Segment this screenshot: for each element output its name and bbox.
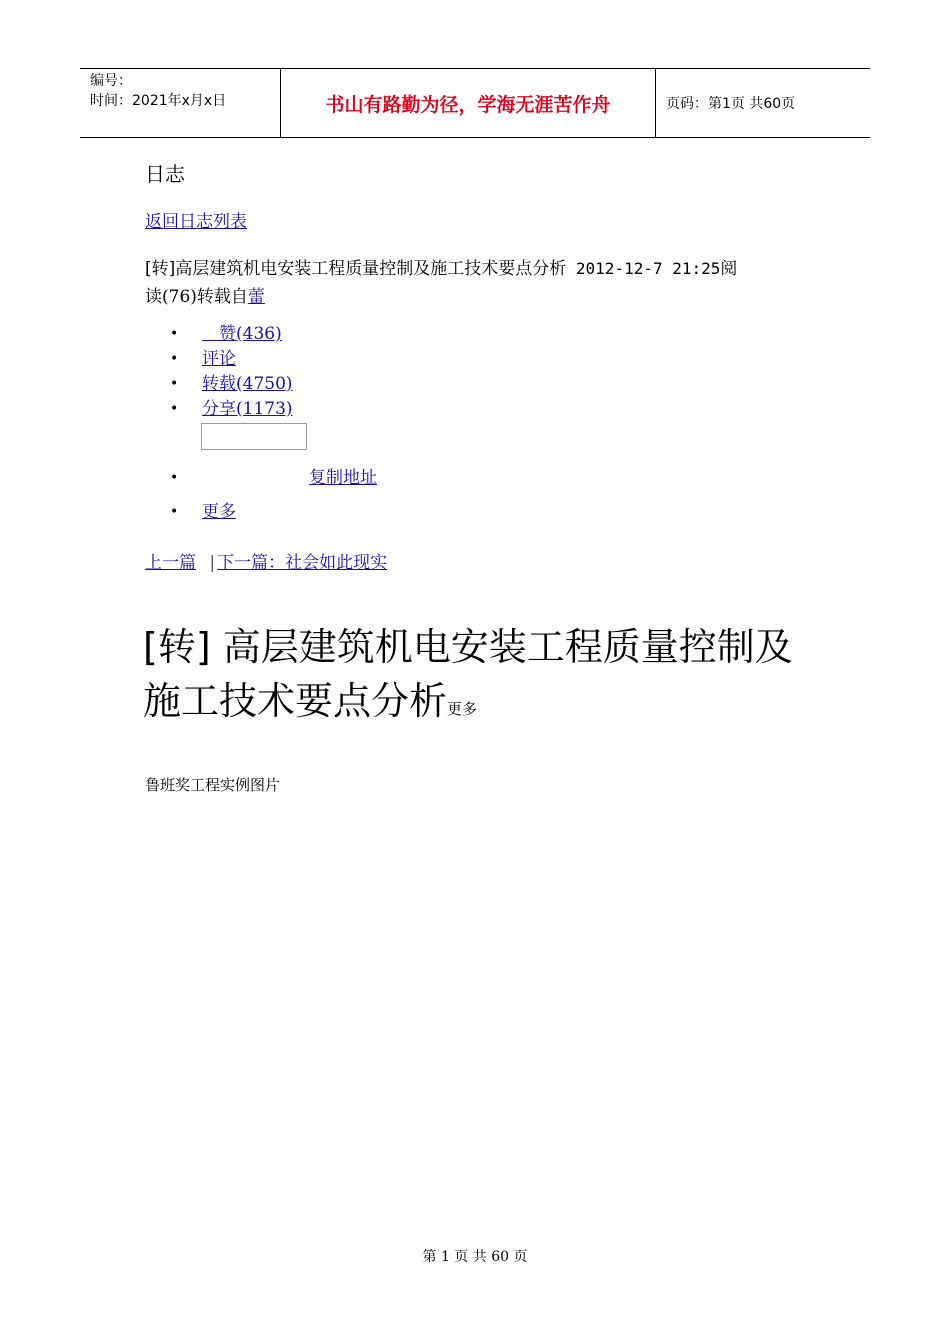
list-item bbox=[170, 500, 470, 525]
like-link[interactable]: 赞(436) bbox=[202, 324, 282, 344]
header-meta bbox=[80, 69, 280, 137]
bullet-icon: • bbox=[170, 504, 179, 520]
post-datetime: 2012-12-7 21:25 bbox=[566, 259, 721, 278]
list-item bbox=[170, 466, 470, 491]
list-item bbox=[170, 322, 293, 347]
number-label: 编号： bbox=[90, 73, 132, 89]
read-prefix: 阅 bbox=[720, 259, 738, 279]
copy-url-link[interactable]: 复制地址 bbox=[309, 468, 377, 488]
post-navigation bbox=[145, 548, 387, 573]
source-link[interactable]: 蕾 bbox=[247, 287, 265, 307]
post-meta bbox=[145, 255, 815, 311]
bullet-icon: • bbox=[170, 376, 179, 392]
article-title-line2: 施工技术要点分析 bbox=[143, 679, 448, 723]
time-label: 时间：2021年x月x日 bbox=[90, 93, 227, 109]
page-footer: 第 1 页 共 60 页 bbox=[422, 1249, 528, 1265]
back-to-list-link[interactable]: 返回日志列表 bbox=[145, 212, 247, 232]
read-count: 读(76)转载自 bbox=[145, 287, 248, 307]
list-item bbox=[170, 397, 293, 422]
repost-link[interactable]: 转载(4750) bbox=[202, 374, 293, 394]
image-caption: 鲁班奖工程实例图片 bbox=[145, 776, 281, 794]
header-motto: 书山有路勤为径，学海无涯苦作舟 bbox=[280, 69, 656, 137]
bullet-icon: • bbox=[170, 401, 179, 417]
comment-link[interactable]: 评论 bbox=[202, 349, 236, 369]
share-link[interactable]: 分享(1173) bbox=[202, 399, 293, 419]
next-post-link[interactable]: 下一篇：社会如此现实 bbox=[217, 553, 388, 573]
prev-post-link[interactable]: 上一篇 bbox=[145, 553, 196, 573]
nav-separator: | bbox=[209, 553, 216, 573]
article-more-link[interactable]: 更多 bbox=[447, 700, 478, 718]
list-item bbox=[170, 372, 293, 397]
list-item bbox=[170, 347, 293, 372]
header-page-info: 页码：第1页 共60页 bbox=[666, 96, 796, 112]
page-header bbox=[80, 68, 870, 138]
article-title-line1: [转] 高层建筑机电安装工程质量控制及 bbox=[143, 625, 793, 669]
share-url-input[interactable] bbox=[201, 423, 307, 450]
section-title: 日志 bbox=[145, 162, 185, 186]
more-link[interactable]: 更多 bbox=[202, 502, 236, 522]
post-title: [转]高层建筑机电安装工程质量控制及施工技术要点分析 bbox=[145, 259, 567, 279]
bullet-icon: • bbox=[170, 351, 179, 367]
action-list bbox=[170, 322, 293, 422]
article-title bbox=[143, 620, 823, 736]
bullet-icon: • bbox=[170, 470, 179, 486]
bullet-icon: • bbox=[170, 326, 179, 342]
